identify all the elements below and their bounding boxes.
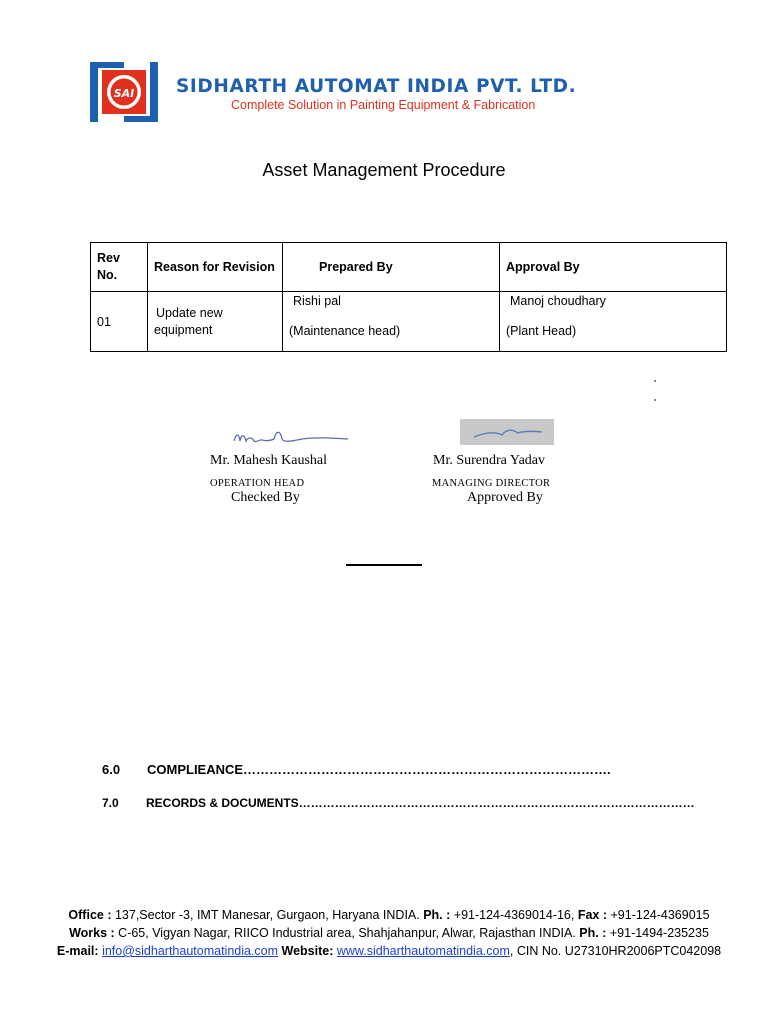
divider [346, 564, 422, 566]
approved-by-label: Approved By [467, 490, 543, 505]
revision-table [90, 242, 727, 352]
approver-role: MANAGING DIRECTOR [432, 478, 551, 489]
cell-reason: Update new equipment [148, 292, 283, 352]
section-number: 6.0 [102, 762, 121, 777]
email-link[interactable]: info@sidharthautomatindia.com [102, 944, 279, 958]
company-tagline: Complete Solution in Painting Equipment & Fabrication [231, 98, 536, 112]
approver-name: Mr. Surendra Yadav [433, 453, 545, 468]
footer-works-line: Works : C-65, Vigyan Nagar, RIICO Industrial area, Shahjahanpur, Alwar, Rajasthan INDIA. Ph. : +91-1494-235235 [69, 926, 709, 940]
cell-rev-no: 01 [91, 292, 148, 352]
checker-role: OPERATION HEAD [210, 478, 305, 489]
prepared-name: Rishi pal [293, 294, 341, 308]
checker-name: Mr. Mahesh Kaushal [210, 453, 328, 468]
approval-name: Manoj choudhary [510, 294, 606, 308]
header-prepared-by: Prepared By [283, 243, 500, 292]
section-title: COMPLIEANCE…………………………………………………………………………. [147, 762, 611, 777]
company-logo [90, 62, 158, 122]
cell-approval-by [500, 292, 727, 352]
svg-text:SAI: SAI [113, 87, 135, 100]
signature-surendra-yadav [460, 419, 554, 445]
table-header-row [91, 243, 727, 292]
scan-speck [654, 399, 656, 401]
page-title: Asset Management Procedure [262, 160, 506, 180]
scan-speck [654, 380, 656, 382]
website-link[interactable]: www.sidharthautomatindia.com [336, 944, 510, 958]
signature-mahesh-kaushal [232, 427, 350, 449]
table-row [91, 292, 727, 352]
approval-role: (Plant Head) [506, 324, 577, 338]
header-approval-by: Approval By [500, 243, 727, 292]
header-reason: Reason for Revision [148, 243, 283, 292]
footer-office-line: Office : 137,Sector -3, IMT Manesar, Gurgaon, Haryana INDIA. Ph. : +91-124-4369014-16, Fax : +91-124-4369015 [68, 908, 710, 922]
prepared-role: (Maintenance head) [289, 324, 401, 338]
checked-by-label: Checked By [231, 490, 300, 505]
footer-contact-line: E-mail: info@sidharthautomatindia.com Website: www.sidharthautomatindia.com, CIN No. U27310HR2006PTC042098 [56, 944, 722, 958]
company-name: SIDHARTH AUTOMAT INDIA PVT. LTD. [176, 76, 577, 97]
section-title: RECORDS & DOCUMENTS……………………………………………………………………………………… [146, 796, 695, 810]
section-number: 7.0 [102, 796, 119, 810]
cell-prepared-by [283, 292, 500, 352]
header-rev-no: Rev No. [91, 243, 148, 292]
